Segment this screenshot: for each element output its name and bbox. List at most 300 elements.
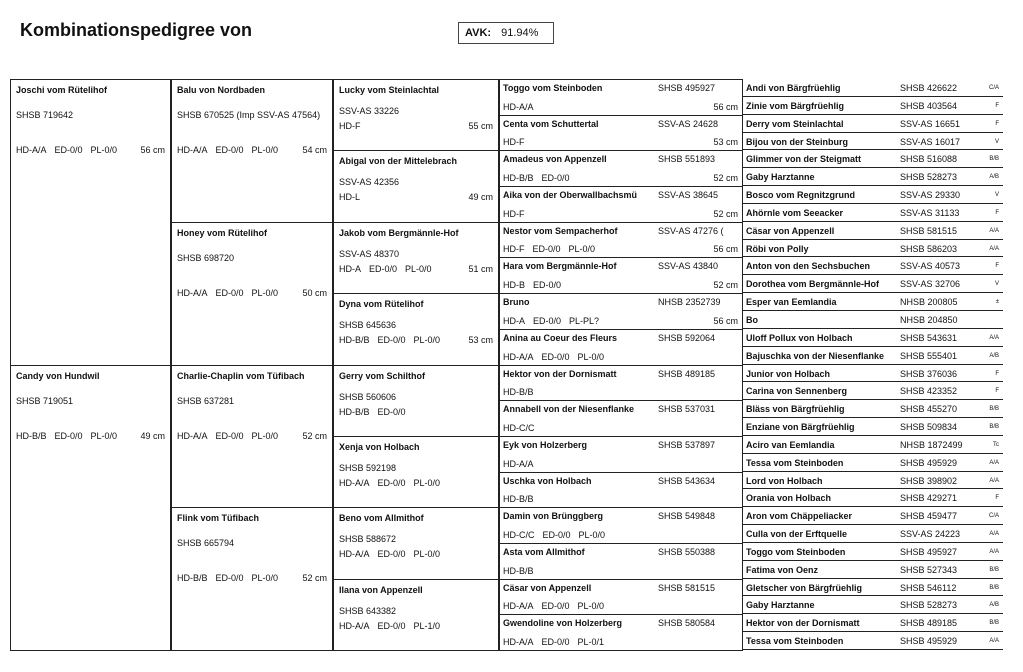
pedigree-cell xyxy=(743,133,1003,151)
height: 52 cm xyxy=(302,573,327,584)
registration-number: SSV-AS 32706 xyxy=(900,279,961,290)
pedigree-cell xyxy=(743,472,1003,490)
dog-name: Gaby Harztanne xyxy=(746,172,815,183)
pedigree-cell xyxy=(333,222,499,294)
hd-grade: V xyxy=(994,281,999,288)
dog-name: Damin von Brünggberg xyxy=(503,511,604,522)
dog-name: Ahörnle vom Seeacker xyxy=(746,207,844,218)
hd-grade: B/B xyxy=(989,620,999,627)
hd-grade: B/B xyxy=(989,584,999,591)
hd-grade: A/A xyxy=(989,548,999,555)
pedigree-cell xyxy=(499,614,743,651)
height: 56 cm xyxy=(140,145,165,155)
health-line xyxy=(339,335,493,346)
health-pl: PL-0/0 xyxy=(251,573,279,584)
registration-number: NHSB 1872499 xyxy=(900,439,963,450)
health-line xyxy=(503,566,738,577)
health-hd: HD-A/A xyxy=(177,430,208,441)
health-ed: ED-0/0 xyxy=(377,549,406,560)
hd-grade: F xyxy=(995,495,999,502)
dog-name: Annabell von der Niesenflanke xyxy=(503,404,635,415)
health-line xyxy=(339,621,493,632)
health-ed: ED-0/0 xyxy=(533,280,562,291)
registration-number: SHSB 719642 xyxy=(16,110,74,120)
dog-name: Hektor von der Dornismatt xyxy=(503,368,617,379)
registration-number: SHSB 516088 xyxy=(900,154,958,165)
health-hd: HD-F xyxy=(503,244,525,255)
registration-number: SHSB 459477 xyxy=(900,511,958,522)
health-hd: HD-A/A xyxy=(503,637,534,647)
registration-number: SHSB 489185 xyxy=(658,368,716,379)
health-line xyxy=(339,192,493,203)
registration-number: SHSB 665794 xyxy=(177,538,235,549)
registration-number: SSV-AS 29330 xyxy=(900,190,961,201)
dog-name: Glimmer von der Steigmatt xyxy=(746,154,862,165)
dog-name: Tessa vom Steinboden xyxy=(746,457,844,468)
hd-grade: B/B xyxy=(989,156,999,163)
hd-grade: A/A xyxy=(989,334,999,341)
dog-name: Eyk von Holzerberg xyxy=(503,439,588,450)
registration-number: SSV-AS 38645 xyxy=(658,190,719,201)
pedigree-cell xyxy=(743,240,1003,258)
health-line xyxy=(177,288,327,299)
registration-number: SHSB 592064 xyxy=(658,332,716,343)
pedigree-cell xyxy=(499,115,743,152)
dog-name: Cäsar von Appenzell xyxy=(503,582,592,593)
pedigree-cell xyxy=(743,579,1003,597)
registration-number: SHSB 551893 xyxy=(658,154,716,165)
dog-name: Bläss von Bärgfrüehlig xyxy=(746,404,845,415)
dog-name: Charlie-Chaplin vom Tüfibach xyxy=(177,370,305,381)
health-line xyxy=(177,145,327,156)
health-hd: HD-A/A xyxy=(503,101,534,112)
health-line xyxy=(339,407,493,418)
health-hd: HD-A/A xyxy=(503,601,534,612)
health-ed: ED-0/0 xyxy=(377,477,406,488)
pedigree-cell xyxy=(499,579,743,616)
hd-grade: B/B xyxy=(989,424,999,431)
health-hd: HD-F xyxy=(503,208,525,219)
height: 50 cm xyxy=(302,287,327,298)
pedigree-cell xyxy=(499,365,743,402)
hd-grade: A/B xyxy=(989,352,999,359)
pedigree-cell xyxy=(743,115,1003,133)
health-line xyxy=(503,530,738,541)
dog-name: Asta vom Allmithof xyxy=(503,546,585,557)
dog-name: Andi von Bärgfrüehlig xyxy=(746,83,841,93)
health-hd: HD-F xyxy=(503,137,525,148)
pedigree-cell xyxy=(333,507,499,579)
dog-name: Enziane von Bärgfrüehlig xyxy=(746,422,855,433)
health-hd: HD-B/B xyxy=(16,430,47,441)
pedigree-cell xyxy=(499,186,743,223)
pedigree-cell xyxy=(171,79,333,223)
registration-number: SHSB 537031 xyxy=(658,404,716,415)
health-pl: PL-PL? xyxy=(569,315,600,326)
registration-number: SHSB 429271 xyxy=(900,493,958,504)
avk-value: 91.94% xyxy=(501,27,539,39)
pedigree-cell xyxy=(743,257,1003,275)
registration-number: SHSB 509834 xyxy=(900,422,958,433)
height: 53 cm xyxy=(468,335,493,346)
hd-grade: C/A xyxy=(988,85,999,91)
health-ed: ED-0/0 xyxy=(532,244,561,255)
pedigree-cell xyxy=(743,150,1003,168)
dog-name: Fatima von Oenz xyxy=(746,564,819,575)
dog-name: Uloff Pollux von Holbach xyxy=(746,332,853,343)
pedigree-cell xyxy=(499,293,743,330)
hd-grade: A/B xyxy=(989,602,999,609)
health-line xyxy=(503,423,738,434)
pedigree-cell xyxy=(499,436,743,473)
health-hd: HD-C/C xyxy=(503,422,535,433)
registration-number: SSV-AS 16017 xyxy=(900,136,961,147)
registration-number: SHSB 495927 xyxy=(658,83,716,93)
health-line xyxy=(177,431,327,442)
pedigree-cell xyxy=(333,579,499,651)
pedigree-cell xyxy=(743,525,1003,543)
health-pl: PL-0/0 xyxy=(568,244,596,255)
hd-grade: F xyxy=(995,263,999,270)
pedigree-cell xyxy=(743,489,1003,507)
pedigree-cell xyxy=(743,168,1003,186)
health-ed: ED-0/0 xyxy=(377,620,406,631)
health-pl: PL-0/0 xyxy=(577,351,605,362)
pedigree-cell xyxy=(743,507,1003,525)
dog-name: Toggo vom Steinboden xyxy=(746,546,846,557)
dog-name: Lord von Holbach xyxy=(746,475,823,486)
health-line xyxy=(339,478,493,489)
registration-number: NHSB 200805 xyxy=(900,297,958,308)
height: 53 cm xyxy=(713,137,738,148)
health-hd: HD-A/A xyxy=(339,549,370,560)
dog-name: Gwendoline von Holzerberg xyxy=(503,618,623,629)
health-pl: PL-0/0 xyxy=(577,601,605,612)
registration-number: SHSB 495927 xyxy=(900,546,958,557)
dog-name: Beno vom Allmithof xyxy=(339,513,424,524)
pedigree-cell xyxy=(743,561,1003,579)
registration-number: SHSB 543634 xyxy=(658,475,716,486)
pedigree-cell xyxy=(171,507,333,651)
height: 52 cm xyxy=(713,280,738,291)
health-line xyxy=(16,145,165,156)
pedigree-cell xyxy=(743,596,1003,614)
health-pl: PL-1/0 xyxy=(413,620,441,631)
registration-number: SHSB 543631 xyxy=(900,332,958,343)
pedigree-cell xyxy=(499,329,743,366)
health-hd: HD-A/A xyxy=(339,477,370,488)
pedigree-cell xyxy=(499,257,743,294)
height: 49 cm xyxy=(140,430,165,441)
dog-name: Bijou von der Steinburg xyxy=(746,136,849,147)
registration-number: SHSB 643382 xyxy=(339,605,397,616)
registration-number: SSV-AS 48370 xyxy=(339,248,400,259)
registration-number: SHSB 528273 xyxy=(900,600,958,611)
health-ed: ED-0/0 xyxy=(377,335,406,346)
avk-box xyxy=(458,22,554,44)
pedigree-cell xyxy=(743,293,1003,311)
hd-grade: ± xyxy=(995,299,999,306)
health-pl: PL-0/0 xyxy=(90,430,118,441)
pedigree-cell xyxy=(743,418,1003,436)
dog-name: Cäsar von Appenzell xyxy=(746,225,835,236)
dog-name: Candy von Hundwil xyxy=(16,370,100,381)
registration-number: NHSB 204850 xyxy=(900,314,958,325)
health-hd: HD-B/B xyxy=(339,335,370,346)
pedigree-cell xyxy=(743,329,1003,347)
registration-number: SHSB 398902 xyxy=(900,475,958,486)
health-hd: HD-A xyxy=(503,315,525,326)
registration-number: SHSB 546112 xyxy=(900,582,957,593)
health-ed: ED-0/0 xyxy=(215,573,244,584)
pedigree-cell xyxy=(499,472,743,509)
pedigree-cell xyxy=(743,204,1003,222)
dog-name: Honey vom Rütelihof xyxy=(177,227,268,238)
pedigree-cell xyxy=(743,347,1003,365)
health-pl: PL-0/0 xyxy=(251,287,279,298)
pedigree-cell xyxy=(743,365,1003,383)
height: 49 cm xyxy=(468,192,493,203)
health-hd: HD-B/B xyxy=(503,494,534,505)
pedigree-cell xyxy=(499,79,743,116)
height: 56 cm xyxy=(713,315,738,326)
registration-number: SHSB 376036 xyxy=(900,368,958,379)
health-line xyxy=(503,102,738,113)
registration-number: SHSB 455270 xyxy=(900,404,958,415)
dog-name: Orania von Holbach xyxy=(746,493,832,504)
registration-number: SHSB 580584 xyxy=(658,618,716,629)
health-hd: HD-A/A xyxy=(503,351,534,362)
health-hd: HD-A/A xyxy=(177,287,208,298)
health-hd: HD-L xyxy=(339,192,361,203)
dog-name: Balu von Nordbaden xyxy=(177,85,266,95)
pedigree-cell xyxy=(499,543,743,580)
pedigree-cell xyxy=(743,436,1003,454)
health-line xyxy=(503,316,738,327)
pedigree-cell xyxy=(333,436,499,508)
health-line xyxy=(503,244,738,255)
pedigree-cell xyxy=(743,400,1003,418)
height: 55 cm xyxy=(468,121,493,131)
height: 52 cm xyxy=(713,173,738,184)
hd-grade: A/A xyxy=(989,245,999,252)
health-ed: ED-0/0 xyxy=(54,145,83,155)
registration-number: SHSB 550388 xyxy=(658,546,716,557)
health-ed: ED-0/0 xyxy=(541,601,570,612)
registration-number: SSV-AS 40573 xyxy=(900,261,961,272)
health-ed: ED-0/0 xyxy=(541,173,570,184)
registration-number: SHSB 426622 xyxy=(900,83,958,93)
health-line xyxy=(177,573,327,584)
height: 52 cm xyxy=(713,208,738,219)
pedigree-cell xyxy=(499,150,743,187)
hd-grade: A/A xyxy=(989,459,999,466)
registration-number: SSV-AS 31133 xyxy=(900,207,960,218)
pedigree-cell xyxy=(333,365,499,437)
hd-grade: A/B xyxy=(989,174,999,181)
height: 52 cm xyxy=(302,430,327,441)
height: 56 cm xyxy=(713,244,738,255)
dog-name: Anton von den Sechsbuchen xyxy=(746,261,871,272)
health-line xyxy=(503,459,738,470)
registration-number: SHSB 592198 xyxy=(339,462,397,473)
health-ed: ED-0/0 xyxy=(377,406,406,417)
dog-name: Dorothea vom Bergmännle-Hof xyxy=(746,279,880,290)
health-line xyxy=(339,264,493,275)
pedigree-cell xyxy=(333,79,499,151)
dog-name: Aron vom Chäppeliacker xyxy=(746,511,853,522)
registration-number: SHSB 495929 xyxy=(900,636,958,647)
health-pl: PL-0/0 xyxy=(578,529,606,540)
health-pl: PL-0/0 xyxy=(413,335,441,346)
dog-name: Gaby Harztanne xyxy=(746,600,815,611)
health-ed: ED-0/0 xyxy=(54,430,83,441)
dog-name: Carina von Sennenberg xyxy=(746,386,848,397)
dog-name: Centa vom Schuttertal xyxy=(503,118,599,129)
health-line xyxy=(503,601,738,612)
health-ed: ED-0/0 xyxy=(542,529,571,540)
health-line xyxy=(16,431,165,442)
registration-number: SHSB 537897 xyxy=(658,439,716,450)
registration-number: SSV-AS 16651 xyxy=(900,118,961,129)
health-pl: PL-0/0 xyxy=(413,477,441,488)
registration-number: SHSB 527343 xyxy=(900,564,958,575)
dog-name: Bruno xyxy=(503,297,530,308)
registration-number: SHSB 586203 xyxy=(900,243,958,254)
dog-name: Nestor vom Sempacherhof xyxy=(503,225,618,236)
registration-number: SHSB 489185 xyxy=(900,618,958,629)
pedigree-cell xyxy=(743,222,1003,240)
registration-number: SSV-AS 43840 xyxy=(658,261,719,272)
health-hd: HD-A/A xyxy=(16,145,47,155)
height: 56 cm xyxy=(713,101,738,112)
health-line xyxy=(339,549,493,560)
health-ed: ED-0/0 xyxy=(215,430,244,441)
dog-name: Hektor von der Dornismatt xyxy=(746,618,860,629)
dog-name: Junior von Holbach xyxy=(746,368,831,379)
pedigree-cell xyxy=(333,293,499,365)
health-pl: PL-0/0 xyxy=(251,145,279,155)
dog-name: Gletscher von Bärgfrüehlig xyxy=(746,582,863,593)
hd-grade: C/A xyxy=(988,513,999,520)
registration-number: SSV-AS 47276 ( xyxy=(658,225,724,236)
dog-name: Zinie vom Bärgfrüehlig xyxy=(746,100,845,111)
registration-number: SHSB 698720 xyxy=(177,252,235,263)
height: 51 cm xyxy=(468,263,493,274)
registration-number: SHSB 403564 xyxy=(900,100,958,111)
dog-name: Derry vom Steinlachtal xyxy=(746,118,844,129)
health-ed: ED-0/0 xyxy=(215,287,244,298)
registration-number: SHSB 581515 xyxy=(900,225,958,236)
dog-name: Hara vom Bergmännle-Hof xyxy=(503,261,617,272)
health-line xyxy=(503,173,738,184)
pedigree-cell xyxy=(743,614,1003,632)
pedigree-cell xyxy=(743,382,1003,400)
health-line xyxy=(503,637,738,648)
pedigree-cell xyxy=(743,311,1003,329)
registration-number: SHSB 495929 xyxy=(900,457,958,468)
pedigree-cell xyxy=(171,365,333,509)
hd-grade: F xyxy=(995,388,999,395)
registration-number: SHSB 719051 xyxy=(16,395,74,406)
health-pl: PL-0/0 xyxy=(405,263,432,274)
dog-name: Toggo vom Steinboden xyxy=(503,83,603,93)
pedigree-cell xyxy=(743,454,1003,472)
dog-name: Esper van Eemlandia xyxy=(746,297,837,308)
pedigree-cell xyxy=(10,365,171,652)
pedigree-cell xyxy=(333,150,499,222)
pedigree-cell xyxy=(499,222,743,259)
page-title: Kombinationspedigree von xyxy=(20,20,253,40)
dog-name: Aciro van Eemlandia xyxy=(746,439,835,450)
dog-name: Tessa vom Steinboden xyxy=(746,636,844,647)
health-ed: ED-0/0 xyxy=(541,637,570,647)
health-line xyxy=(503,137,738,148)
hd-grade: B/B xyxy=(989,406,999,413)
height: 54 cm xyxy=(302,145,327,155)
pedigree-cell xyxy=(743,275,1003,293)
health-hd: HD-F xyxy=(339,121,361,131)
pedigree-cell xyxy=(171,222,333,366)
pedigree-cell xyxy=(743,632,1003,650)
health-ed: ED-0/0 xyxy=(541,351,570,362)
health-line xyxy=(503,209,738,220)
dog-name: Bo xyxy=(746,314,758,325)
dog-name: Culla von der Erftquelle xyxy=(746,529,848,540)
hd-grade: V xyxy=(994,192,999,199)
dog-name: Röbi von Polly xyxy=(746,243,809,254)
avk-label: AVK: xyxy=(465,27,492,39)
dog-name: Bajuschka von der Niesenflanke xyxy=(746,350,885,361)
dog-name: Jakob vom Bergmännle-Hof xyxy=(339,227,459,238)
registration-number: SHSB 555401 xyxy=(900,350,958,361)
pedigree-cell xyxy=(499,507,743,544)
health-hd: HD-B/B xyxy=(177,573,208,584)
hd-grade: F xyxy=(995,370,999,377)
hd-grade: A/A xyxy=(989,638,999,645)
hd-grade: V xyxy=(994,138,999,145)
hd-grade: F xyxy=(995,120,999,127)
health-ed: ED-0/0 xyxy=(369,263,398,274)
dog-name: Lucky vom Steinlachtal xyxy=(339,85,440,95)
registration-number: SHSB 670525 (Imp SSV-AS 47564) xyxy=(177,110,321,120)
dog-name: Aika von der Oberwallbachsmü xyxy=(503,190,638,201)
registration-number: SSV-AS 33226 xyxy=(339,106,400,116)
health-line xyxy=(503,352,738,363)
health-hd: HD-A xyxy=(339,263,361,274)
health-hd: HD-B xyxy=(503,280,525,291)
dog-name: Anina au Coeur des Fleurs xyxy=(503,332,618,343)
hd-grade: F xyxy=(995,102,999,109)
health-hd: HD-A/A xyxy=(177,145,208,155)
health-line xyxy=(503,387,738,398)
registration-number: SHSB 637281 xyxy=(177,395,235,406)
dog-name: Gerry vom Schilthof xyxy=(339,370,426,381)
dog-name: Amadeus von Appenzell xyxy=(503,154,607,165)
hd-grade: Tc xyxy=(993,441,999,448)
health-hd: HD-B/B xyxy=(503,387,534,398)
health-hd: HD-B/B xyxy=(339,406,370,417)
health-hd: HD-B/B xyxy=(503,565,534,576)
health-pl: PL-0/0 xyxy=(251,430,279,441)
hd-grade: A/A xyxy=(989,227,999,234)
health-ed: ED-0/0 xyxy=(533,315,562,326)
pedigree-cell xyxy=(743,79,1003,97)
dog-name: Ilana von Appenzell xyxy=(339,584,423,595)
hd-grade: A/A xyxy=(989,477,999,484)
health-line xyxy=(503,280,738,291)
dog-name: Bosco vom Regnitzgrund xyxy=(746,190,856,201)
